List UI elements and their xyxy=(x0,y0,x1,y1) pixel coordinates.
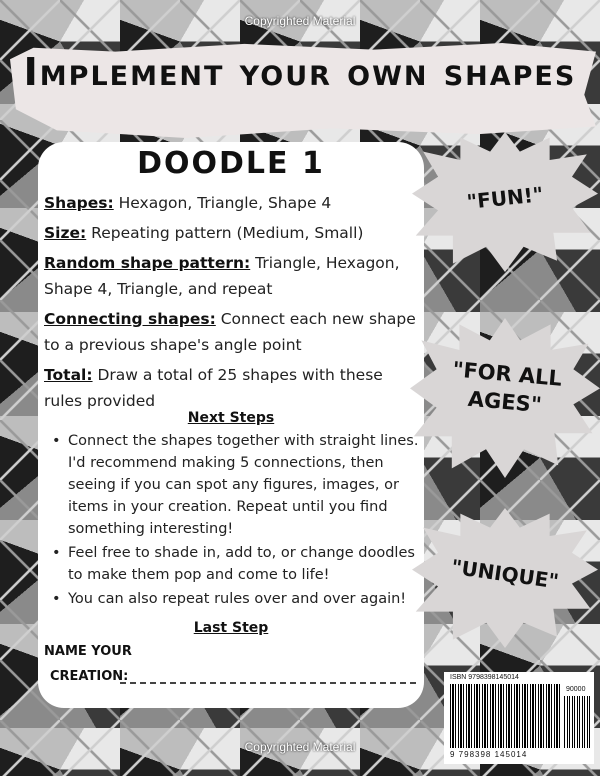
name-prompt xyxy=(44,644,420,684)
doodle-title: DOODLE 1 xyxy=(137,146,325,181)
starburst-fun-text: "FUN!" xyxy=(465,182,545,214)
starburst-all-ages-text: "FOR ALL AGES" xyxy=(451,357,563,418)
rule-connecting xyxy=(44,306,424,358)
price-code: 90000 xyxy=(566,686,586,693)
rule-random-pattern xyxy=(44,250,424,302)
page-title: Implement your own shapes xyxy=(23,50,577,94)
name-write-line xyxy=(120,682,416,684)
rule-size xyxy=(44,220,424,246)
next-steps-heading: Next Steps xyxy=(187,410,275,426)
rule-text: Connect each new shape to a previous shape's angle point xyxy=(44,310,416,354)
list-item: • You can also repeat rules over and over again! xyxy=(48,588,422,610)
isbn-label: ISBN 9798398145014 xyxy=(450,674,519,681)
list-item: • Connect the shapes together with straight lines. I'd recommend making 5 connections, then seeing if you can spot any figures, images, or items in your creation. Repeat until you find something interesting! xyxy=(48,430,422,540)
barcode-icon xyxy=(450,684,560,748)
rule-label: Size: xyxy=(44,224,87,242)
name-prompt-line1: NAME YOUR xyxy=(44,644,132,659)
rule-text: Draw a total of 25 shapes with these rules provided xyxy=(44,366,383,410)
name-prompt-line2: CREATION: xyxy=(50,669,129,684)
rule-shapes xyxy=(44,190,424,216)
watermark-top: Copyrighted Material xyxy=(244,14,356,28)
rule-label: Shapes: xyxy=(44,194,114,212)
next-steps-list xyxy=(48,430,422,612)
rule-label: Random shape pattern: xyxy=(44,254,251,272)
rule-total xyxy=(44,362,424,414)
list-item: • Feel free to shade in, add to, or change doodles to make them pop and come to life! xyxy=(48,542,422,586)
starburst-unique-text: "UNIQUE" xyxy=(449,554,561,594)
rule-text: Triangle, Hexagon, Shape 4, Triangle, and repeat xyxy=(44,254,400,298)
rule-label: Connecting shapes: xyxy=(44,310,216,328)
rules-list xyxy=(44,190,424,418)
isbn-digits: 9 798398 145014 xyxy=(450,750,528,759)
rule-text: Hexagon, Triangle, Shape 4 xyxy=(113,194,332,212)
rule-text: Repeating pattern (Medium, Small) xyxy=(86,224,364,242)
last-step-heading: Last Step xyxy=(193,620,269,636)
watermark-bottom: Copyrighted Material xyxy=(244,740,356,754)
rule-label: Total: xyxy=(44,366,93,384)
